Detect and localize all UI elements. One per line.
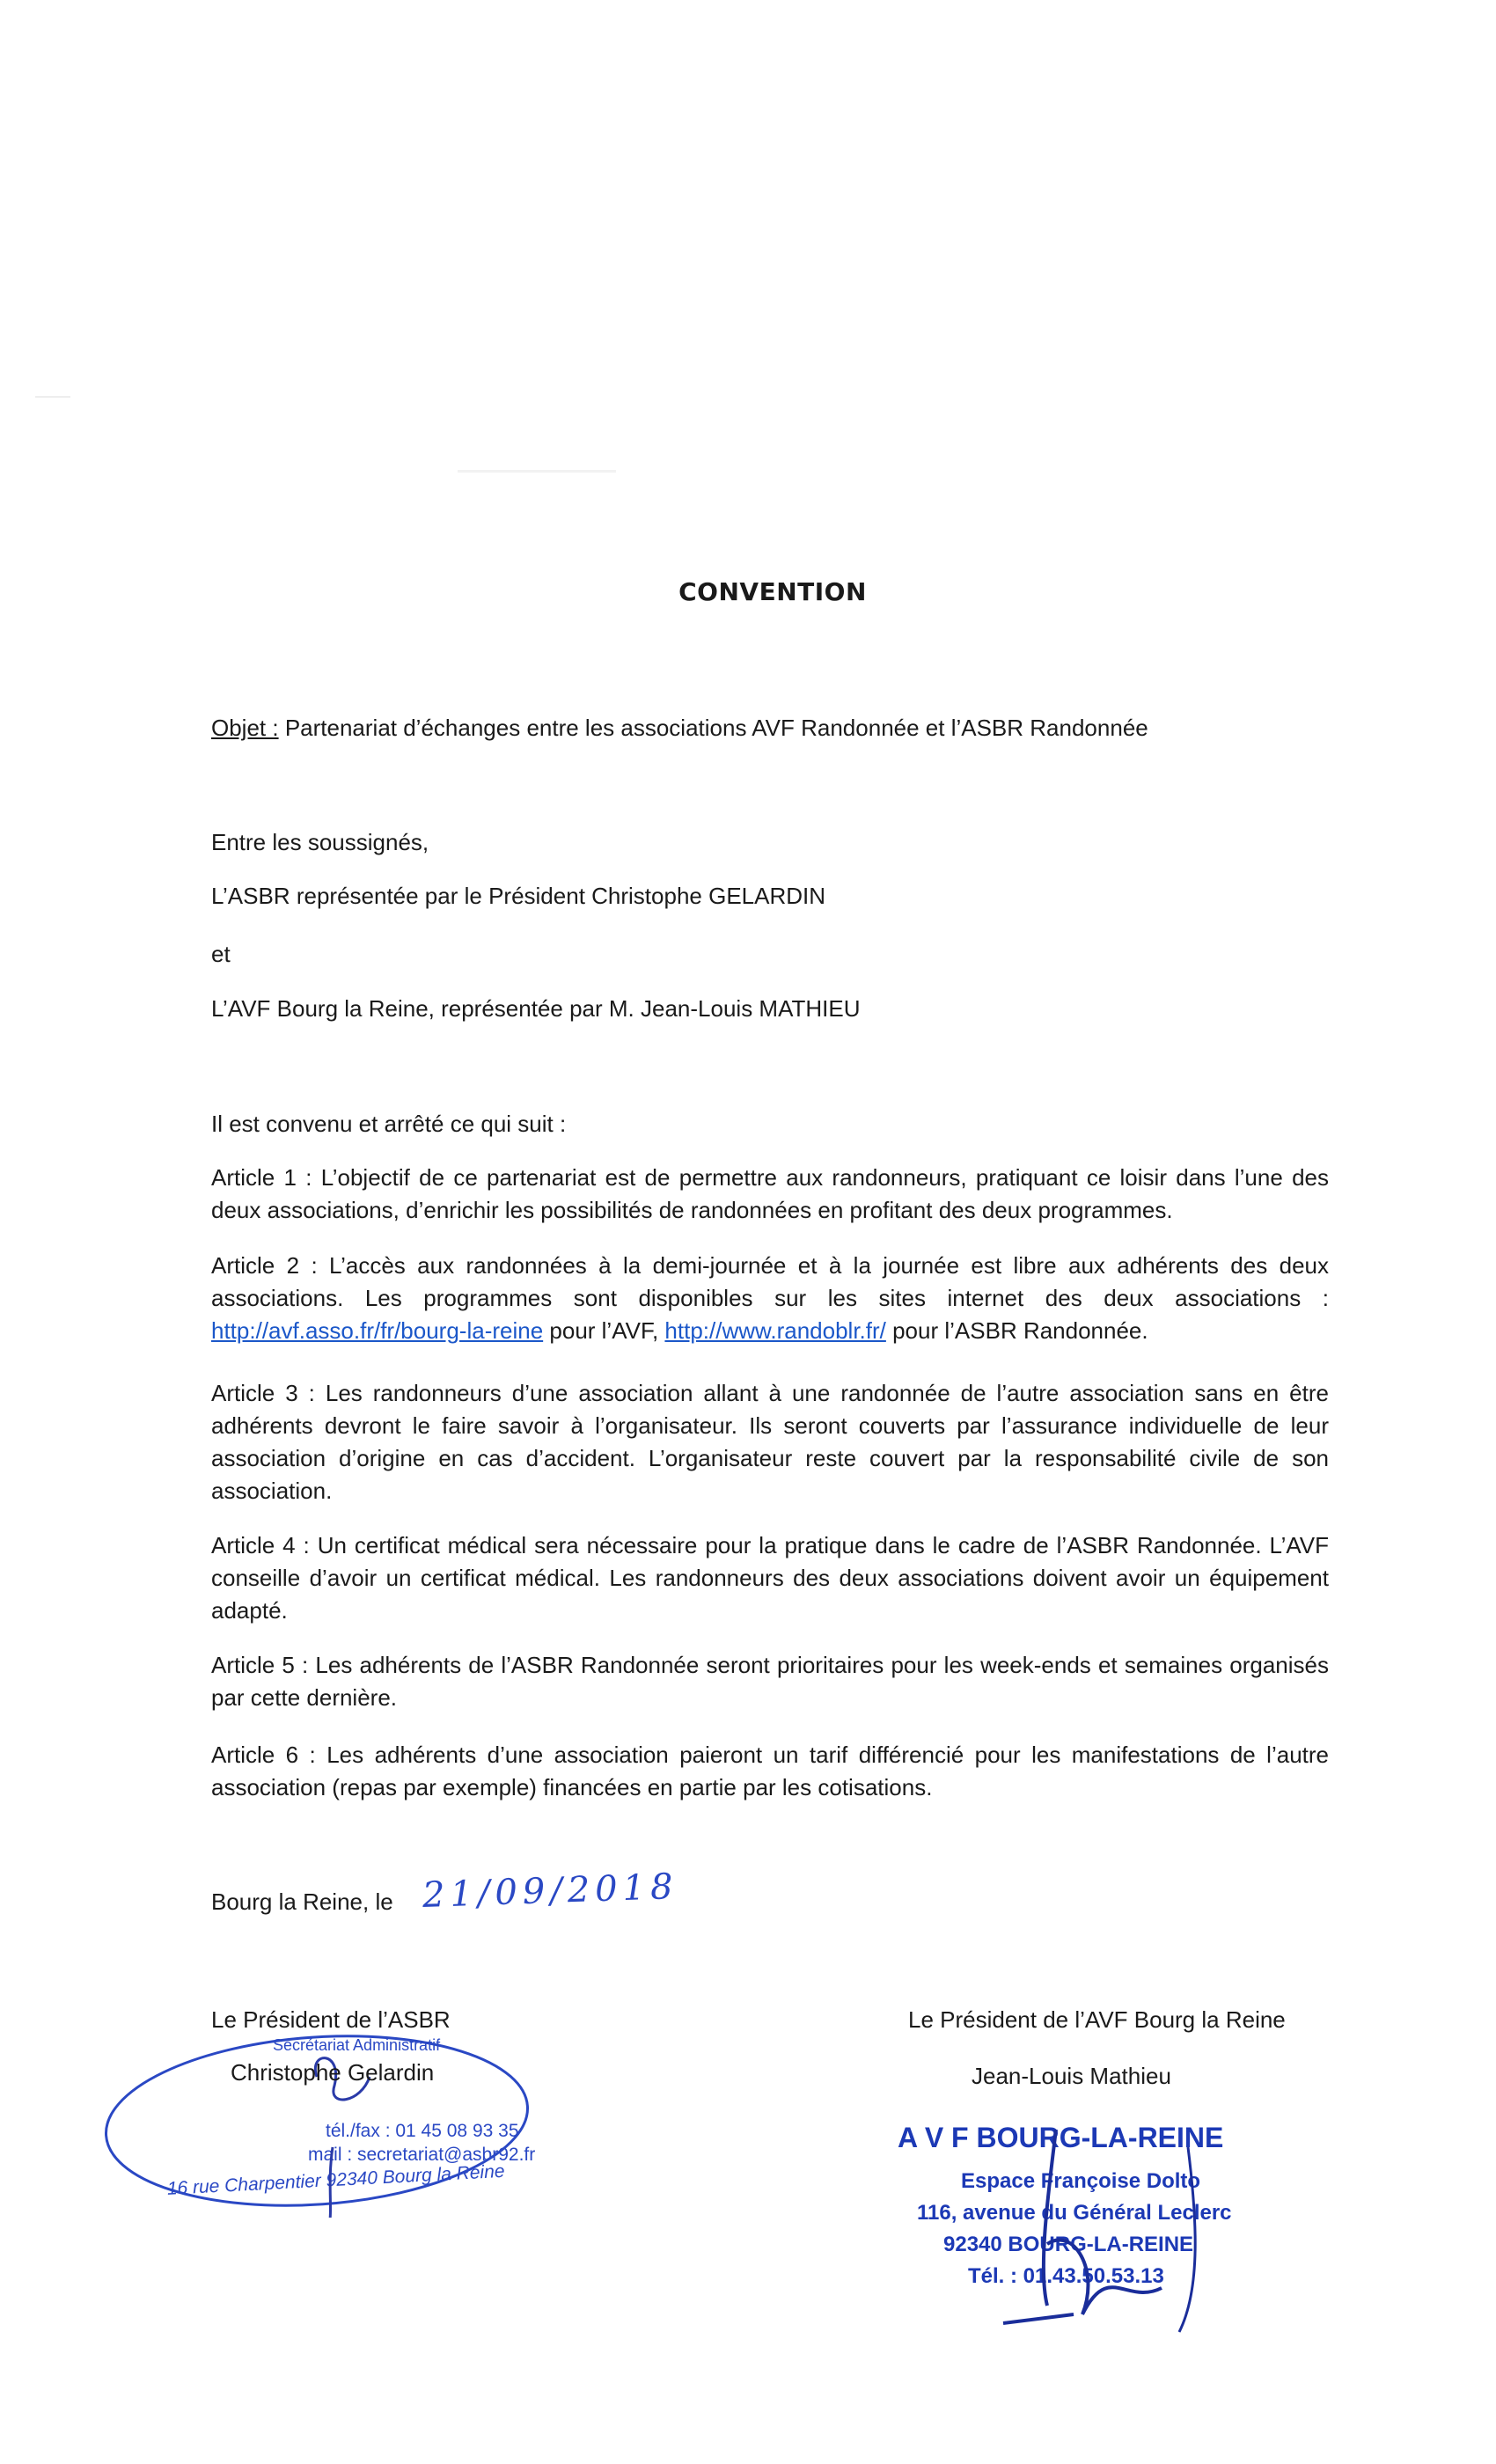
scan-artifact bbox=[35, 396, 70, 398]
stamp-right-line4: 92340 BOURG-LA-REINE bbox=[943, 2233, 1194, 2256]
object-line bbox=[211, 715, 1148, 742]
stamp-right-line2: Espace Françoise Dolto bbox=[961, 2169, 1201, 2193]
stamp-left-line1: Secrétariat Administratif bbox=[273, 2036, 441, 2054]
article-5: Article 5 : Les adhérents de l’ASBR Randonnée seront prioritaires pour les week-ends et semaines organisés par cette dernière. bbox=[211, 1652, 1329, 1711]
stamp-left-line4: 16 rue Charpentier 92340 Bourg la Reine bbox=[166, 2160, 506, 2199]
scan-artifact bbox=[458, 470, 616, 473]
signatory-right-name: Jean-Louis Mathieu bbox=[972, 2063, 1171, 2089]
object-label: Objet : bbox=[211, 715, 279, 741]
document-title: CONVENTION bbox=[678, 577, 867, 606]
object-text: Partenariat d’échanges entre les associations AVF Randonnée et l’ASBR Randonnée bbox=[278, 715, 1148, 741]
stamp-right-line3: 116, avenue du Général Leclerc bbox=[917, 2201, 1232, 2225]
place-label: Bourg la Reine, le bbox=[211, 1888, 393, 1915]
stamp-left-line2: tél./fax : 01 45 08 93 35 bbox=[326, 2121, 519, 2141]
signatory-left-name: Christophe Gelardin bbox=[231, 2059, 435, 2086]
article-2 bbox=[211, 1250, 1329, 1347]
signatory-right-title: Le Président de l’AVF Bourg la Reine bbox=[908, 2006, 1286, 2033]
article-1: Article 1 : L’objectif de ce partenariat est de permettre aux randonneurs, pratiquant ce loisir dans l’une des deux associations, d’enrichir les possibilités de randonnées en profitant des deux programmes. bbox=[211, 1164, 1329, 1223]
article-3: Article 3 : Les randonneurs d’une association allant à une randonnée de l’autre association sans en être adhérents devront le faire savoir à l’organisateur. Ils seront couverts par l’assurance individuelle de leur association d’origine en cas d’accident. L’organisateur reste couvert par la responsabilité civile de son association. bbox=[211, 1380, 1329, 1504]
parties-intro: Entre les soussignés, bbox=[211, 829, 429, 855]
avf-stamp bbox=[898, 2112, 1302, 2350]
stamp-right-line5: Tél. : 01.43.50.53.13 bbox=[968, 2264, 1164, 2288]
signatory-left-title: Le Président de l’ASBR bbox=[211, 2006, 451, 2033]
stamp-left-line3: mail : secretariat@asbr92.fr bbox=[308, 2145, 536, 2165]
article-2-text: Article 2 : L’accès aux randonnées à la demi-journée et à la journée est libre aux adhérents des deux associations. Les programmes sont disponibles sur les sites internet des deux associations : bbox=[211, 1252, 1329, 1311]
article-4: Article 4 : Un certificat médical sera nécessaire pour la pratique dans le cadre de l’ASBR Randonnée. L’AVF conseille d’avoir un certificat médical. Les randonneurs des deux associations doivent avoir un équipement adapté. bbox=[211, 1532, 1329, 1624]
article-2-mid: pour l’AVF, bbox=[543, 1317, 665, 1344]
article-6: Article 6 : Les adhérents d’une association paieront un tarif différencié pour les manifestations de l’autre association (repas par exemple) financées en partie par les cotisations. bbox=[211, 1742, 1329, 1800]
signature-stroke bbox=[1003, 2130, 1162, 2323]
avf-website-link[interactable]: http://avf.asso.fr/fr/bourg-la-reine bbox=[211, 1317, 544, 1344]
agreement-statement: Il est convenu et arrêté ce qui suit : bbox=[211, 1111, 567, 1137]
article-2-end: pour l’ASBR Randonnée. bbox=[885, 1317, 1148, 1344]
asbr-stamp bbox=[97, 2024, 537, 2218]
asbr-website-link[interactable]: http://www.randoblr.fr/ bbox=[664, 1317, 886, 1344]
party-avf: L’AVF Bourg la Reine, représentée par M. Jean-Louis MATHIEU bbox=[211, 995, 861, 1022]
party-asbr: L’ASBR représentée par le Président Christophe GELARDIN bbox=[211, 883, 826, 909]
parties-and: et bbox=[211, 941, 231, 967]
handwritten-date: 21/09/2018 bbox=[422, 1866, 679, 1917]
stamp-right-line1: A V F BOURG-LA-REINE bbox=[898, 2122, 1224, 2153]
